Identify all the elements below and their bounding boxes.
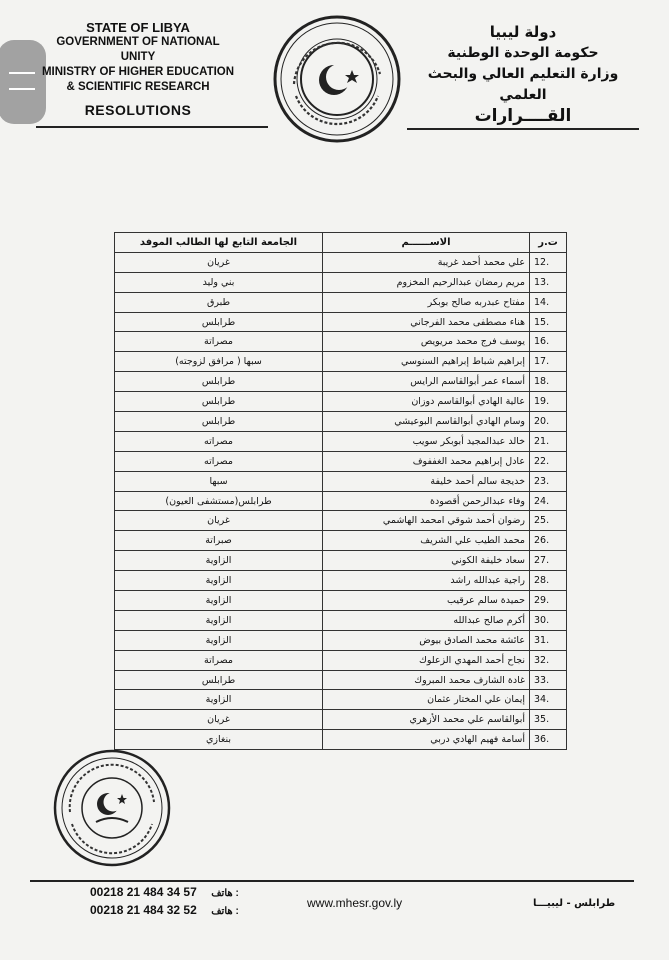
students-table <box>114 232 567 750</box>
cell-name: إيمان علي المختار عثمان <box>323 690 530 710</box>
state-name: STATE OF LIBYA <box>86 20 190 35</box>
ministry-name-ar: وزارة التعليم العالي والبحث العلمي <box>427 66 619 103</box>
english-letterhead <box>40 20 236 118</box>
cell-name: غادة الشارف محمد المبروك <box>323 670 530 690</box>
cell-university: الزاوية <box>115 690 323 710</box>
resolutions-stamp-icon <box>52 748 172 868</box>
cell-name: خديجة سالم أحمد خليفة <box>323 471 530 491</box>
cell-number: 26. <box>530 531 567 551</box>
table-row <box>115 292 567 312</box>
cell-name: أسماء عمر أبوالقاسم الرايس <box>323 372 530 392</box>
table-row <box>115 591 567 611</box>
cell-number: 14. <box>530 292 567 312</box>
cell-number: 19. <box>530 392 567 412</box>
cell-number: 31. <box>530 630 567 650</box>
table-row <box>115 412 567 432</box>
table-row <box>115 451 567 471</box>
cell-university: الزاوية <box>115 610 323 630</box>
cell-name: وفاء عبدالرحمن أقصودة <box>323 491 530 511</box>
table-row <box>115 491 567 511</box>
government-name: GOVERNMENT OF NATIONAL UNITY <box>56 36 220 63</box>
phone-block <box>90 884 239 920</box>
table-row <box>115 272 567 292</box>
hamburger-line <box>9 72 35 74</box>
cell-name: عادل إبراهيم محمد الغففوف <box>323 451 530 471</box>
cell-name: إبراهيم شباط إبراهيم السنوسي <box>323 352 530 372</box>
cell-number: 34. <box>530 690 567 710</box>
table-row <box>115 392 567 412</box>
cell-number: 15. <box>530 312 567 332</box>
state-name-ar: دولة ليبيا <box>489 23 557 41</box>
ministry-name-cont: & SCIENTIFIC RESEARCH <box>66 81 210 93</box>
cell-university: الزاوية <box>115 591 323 611</box>
table-header-row <box>115 233 567 253</box>
phone-label: هاتف : <box>211 888 239 899</box>
phone-number: 00218 21 484 34 57 <box>90 885 197 899</box>
cell-name: عالية الهادي أبوالقاسم دوزان <box>323 392 530 412</box>
table-row <box>115 610 567 630</box>
cell-university: مصراته <box>115 431 323 451</box>
cell-university: غريان <box>115 710 323 730</box>
cell-name: مفتاح عبدربه صالح بوبكر <box>323 292 530 312</box>
city-address: طرابلس - ليبيـــا <box>533 898 616 909</box>
cell-university: طرابلس <box>115 670 323 690</box>
table-row <box>115 531 567 551</box>
table-row <box>115 372 567 392</box>
cell-university: طرابلس <box>115 372 323 392</box>
cell-university: بنغازي <box>115 730 323 750</box>
cell-university: طرابلس <box>115 412 323 432</box>
cell-university: الزاوية <box>115 630 323 650</box>
cell-university: مصراتة <box>115 650 323 670</box>
cell-name: مريم رمضان عبدالرحيم المخزوم <box>323 272 530 292</box>
cell-number: 33. <box>530 670 567 690</box>
website-link[interactable]: www.mhesr.gov.ly <box>307 896 403 910</box>
table-row <box>115 630 567 650</box>
cell-name: راجية عبدالله راشد <box>323 571 530 591</box>
cell-name: محمد الطيب علي الشريف <box>323 531 530 551</box>
table-row <box>115 332 567 352</box>
cell-number: 16. <box>530 332 567 352</box>
table-row <box>115 312 567 332</box>
cell-name: يوسف فرج محمد مريويص <box>323 332 530 352</box>
cell-number: 18. <box>530 372 567 392</box>
cell-university: سبها <box>115 471 323 491</box>
cell-number: 22. <box>530 451 567 471</box>
hamburger-line <box>9 88 35 90</box>
cell-number: 28. <box>530 571 567 591</box>
cell-university: غريان <box>115 252 323 272</box>
phone-number: 00218 21 484 32 52 <box>90 903 197 917</box>
phone-label: هاتف : <box>211 906 239 917</box>
cell-number: 25. <box>530 511 567 531</box>
ministry-name: MINISTRY OF HIGHER EDUCATION <box>41 66 235 78</box>
resolutions-title-ar: القــــرارات <box>474 106 572 126</box>
cell-university: سبها ( مرافق لزوجته) <box>115 352 323 372</box>
table-row <box>115 352 567 372</box>
cell-number: 13. <box>530 272 567 292</box>
cell-name: سعاد خليفة الكوني <box>323 551 530 571</box>
cell-number: 12. <box>530 252 567 272</box>
cell-university: غريان <box>115 511 323 531</box>
footer-rule <box>30 880 634 882</box>
cell-name: أسامة فهيم الهادي دربي <box>323 730 530 750</box>
table-row <box>115 551 567 571</box>
cell-university: طرابلس <box>115 392 323 412</box>
cell-university: طرابلس <box>115 312 323 332</box>
cell-name: وسام الهادي أبوالقاسم البوعيشي <box>323 412 530 432</box>
cell-number: 36. <box>530 730 567 750</box>
cell-name: أكرم صالح عبدالله <box>323 610 530 630</box>
cell-number: 32. <box>530 650 567 670</box>
resolutions-title-en: RESOLUTIONS <box>84 102 192 118</box>
cell-name: أبوالقاسم علي محمد الأزهري <box>323 710 530 730</box>
cell-university: بني وليد <box>115 272 323 292</box>
table-row <box>115 431 567 451</box>
cell-number: 29. <box>530 591 567 611</box>
table-row <box>115 571 567 591</box>
cell-university: طبرق <box>115 292 323 312</box>
col-header-name: الاســــــم <box>323 233 530 253</box>
cell-number: 35. <box>530 710 567 730</box>
cell-number: 20. <box>530 412 567 432</box>
cell-name: عائشة محمد الصادق بيوض <box>323 630 530 650</box>
cell-name: نجاح أحمد المهدي الزعلوك <box>323 650 530 670</box>
table-row <box>115 471 567 491</box>
cell-university: الزاوية <box>115 571 323 591</box>
table-row <box>115 252 567 272</box>
cell-number: 21. <box>530 431 567 451</box>
cell-university: مصراتة <box>115 332 323 352</box>
cell-number: 30. <box>530 610 567 630</box>
government-name-ar: حكومة الوحدة الوطنية <box>447 45 599 61</box>
table-row <box>115 650 567 670</box>
cell-name: حميدة سالم عرقيب <box>323 591 530 611</box>
cell-name: هناء مصطفى محمد الفرجاني <box>323 312 530 332</box>
table-row <box>115 710 567 730</box>
col-header-number: ت.ر <box>530 233 567 253</box>
cell-number: 24. <box>530 491 567 511</box>
header-rule-right <box>407 128 639 130</box>
table-row <box>115 511 567 531</box>
cell-university: مصراته <box>115 451 323 471</box>
cell-number: 23. <box>530 471 567 491</box>
table-row <box>115 670 567 690</box>
cell-number: 27. <box>530 551 567 571</box>
cell-university: طرابلس(مستشفى العيون) <box>115 491 323 511</box>
table-row <box>115 690 567 710</box>
header-rule-left <box>36 126 268 128</box>
table-row <box>115 730 567 750</box>
cell-number: 17. <box>530 352 567 372</box>
col-header-university: الجامعة التابع لها الطالب الموفد <box>115 233 323 253</box>
ministry-seal-icon <box>272 14 402 144</box>
cell-university: الزاوية <box>115 551 323 571</box>
cell-university: صبراتة <box>115 531 323 551</box>
cell-name: رضوان أحمد شوقي امحمد الهاشمي <box>323 511 530 531</box>
cell-name: خالد عبدالمجيد أبوبكر سويب <box>323 431 530 451</box>
cell-name: علي محمد أحمد غريبة <box>323 252 530 272</box>
arabic-letterhead <box>413 22 633 127</box>
